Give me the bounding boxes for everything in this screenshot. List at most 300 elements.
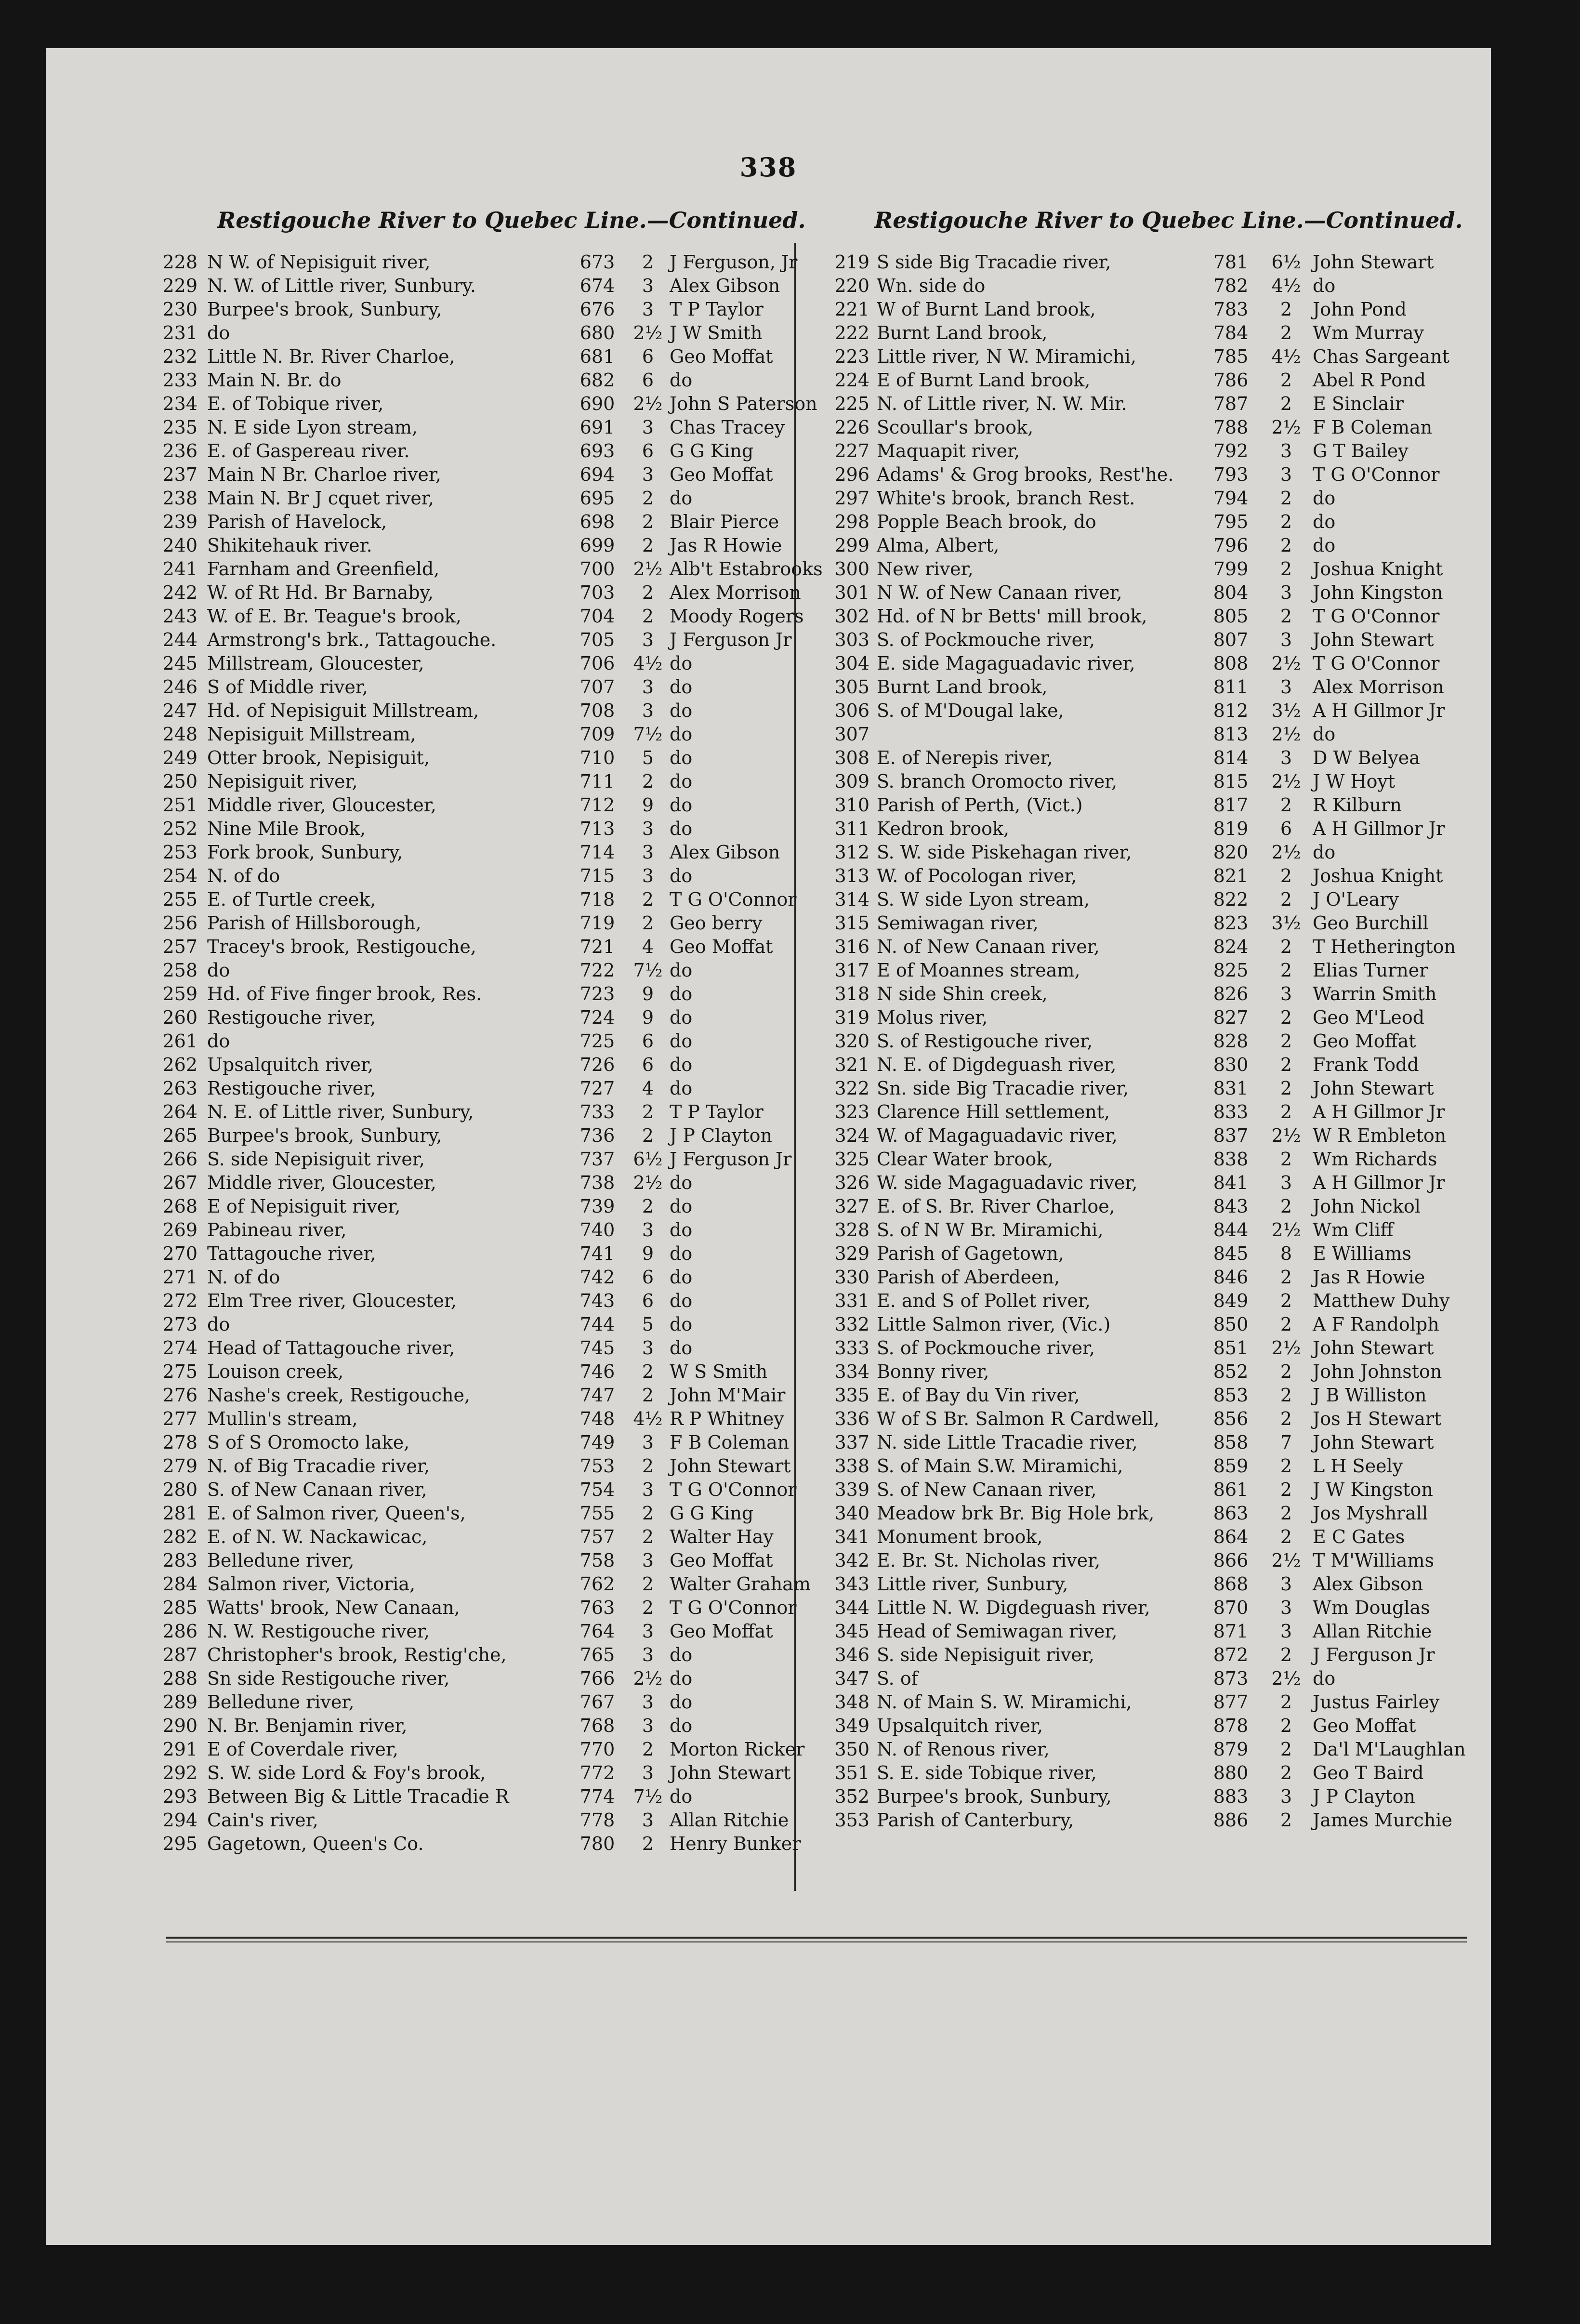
acres: 6½ <box>633 1149 663 1170</box>
acres: 2 <box>1280 1479 1292 1500</box>
lot-number: 321 <box>834 1054 869 1075</box>
grant-number: 837 <box>1213 1125 1249 1146</box>
grantee-name: A H Gillmor Jr <box>1313 1101 1445 1122</box>
table-row <box>816 1030 1486 1053</box>
acres: 8 <box>1280 1243 1292 1264</box>
grantee-name: Geo Moffat <box>670 464 773 485</box>
table-row <box>816 1006 1486 1030</box>
grant-number: 698 <box>579 511 615 532</box>
lot-number: 279 <box>162 1455 198 1477</box>
acres: 2 <box>642 912 654 934</box>
lot-number: 223 <box>834 346 869 367</box>
table-row <box>142 274 792 298</box>
lot-number: 274 <box>162 1337 198 1359</box>
lot-number: 240 <box>162 535 198 556</box>
acres: 2 <box>642 511 654 532</box>
grant-number: 813 <box>1213 724 1249 745</box>
grant-number: 770 <box>579 1739 615 1760</box>
lot-number: 334 <box>834 1361 869 1382</box>
location: S. W side Lyon stream, <box>877 889 1090 910</box>
bottom-rule <box>166 1937 1467 1939</box>
lot-number: 245 <box>162 653 198 674</box>
acres: 2 <box>642 251 654 273</box>
acres: 2 <box>642 1361 654 1382</box>
lot-number: 350 <box>834 1739 869 1760</box>
location: S. side Nepisiguit river, <box>207 1149 425 1170</box>
grant-number: 831 <box>1213 1078 1249 1099</box>
grant-number: 824 <box>1213 936 1249 957</box>
lot-number: 250 <box>162 771 198 792</box>
lot-number: 286 <box>162 1621 198 1642</box>
acres: 3 <box>642 1337 654 1359</box>
lot-number: 340 <box>834 1503 869 1524</box>
table-row <box>816 770 1486 793</box>
lot-number: 305 <box>834 676 869 698</box>
lot-number: 280 <box>162 1479 198 1500</box>
acres: 2 <box>642 1526 654 1547</box>
acres: 3 <box>1280 747 1292 768</box>
location: N W. of New Canaan river, <box>877 582 1122 603</box>
table-row <box>816 652 1486 675</box>
table-row <box>142 1431 792 1454</box>
grantee-name: J Ferguson, Jr <box>670 251 798 273</box>
table-row <box>816 1360 1486 1384</box>
lot-number: 272 <box>162 1290 198 1311</box>
location: Tracey's brook, Restigouche, <box>207 936 476 957</box>
table-row <box>142 817 792 841</box>
acres: 9 <box>642 1007 654 1028</box>
grant-number: 722 <box>579 960 615 981</box>
table-row <box>816 841 1486 864</box>
grantee-name: G G King <box>670 1503 754 1524</box>
acres: 3 <box>1280 629 1292 650</box>
table-row <box>816 793 1486 817</box>
table-row <box>816 1171 1486 1195</box>
grantee-name: Justus Fairley <box>1313 1691 1440 1713</box>
acres: 7½ <box>633 724 663 745</box>
location: Mullin's stream, <box>207 1408 358 1429</box>
location: Parish of Gagetown, <box>877 1243 1064 1264</box>
grant-number: 815 <box>1213 771 1249 792</box>
acres: 2 <box>1280 1739 1292 1760</box>
grantee-name: Alex Gibson <box>670 275 780 296</box>
acres: 2 <box>642 606 654 627</box>
location: E of Burnt Land brook, <box>877 370 1091 391</box>
lot-number: 316 <box>834 936 869 957</box>
acres: 2½ <box>1271 771 1301 792</box>
table-row <box>142 982 792 1006</box>
grant-number: 673 <box>579 251 615 273</box>
grantee-name: Alex Morrison <box>1313 676 1444 698</box>
grantee-name: E C Gates <box>1313 1526 1405 1547</box>
lot-number: 346 <box>834 1644 869 1665</box>
location: N. of Main S. W. Miramichi, <box>877 1691 1132 1713</box>
lot-number: 342 <box>834 1550 869 1571</box>
grantee-name: do <box>670 700 693 721</box>
lot-number: 254 <box>162 865 198 886</box>
lot-number: 269 <box>162 1219 198 1241</box>
acres: 2 <box>642 1385 654 1406</box>
location: White's brook, branch Rest. <box>877 488 1135 509</box>
location: S of S Oromocto lake, <box>207 1432 410 1453</box>
grant-number: 742 <box>579 1267 615 1288</box>
lot-number: 309 <box>834 771 869 792</box>
grantee-name: Joshua Knight <box>1313 865 1443 886</box>
acres: 2 <box>1280 1078 1292 1099</box>
table-row <box>816 1667 1486 1690</box>
table-row <box>142 1384 792 1407</box>
lot-number: 246 <box>162 676 198 698</box>
acres: 2 <box>1280 393 1292 414</box>
grant-number: 850 <box>1213 1314 1249 1335</box>
location: Meadow brk Br. Big Hole brk, <box>877 1503 1155 1524</box>
grantee-name: do <box>670 488 693 509</box>
table-row <box>816 1077 1486 1100</box>
grantee-name: Wm Richards <box>1313 1149 1437 1170</box>
grantee-name: Alex Gibson <box>670 842 780 863</box>
location: Between Big & Little Tracadie R <box>207 1786 509 1807</box>
table-row <box>816 1124 1486 1148</box>
location: do <box>207 960 230 981</box>
location: W of Burnt Land brook, <box>877 299 1096 320</box>
acres: 2 <box>1280 299 1292 320</box>
grant-number: 705 <box>579 629 615 650</box>
location: Middle river, Gloucester, <box>207 794 436 816</box>
grant-number: 879 <box>1213 1739 1249 1760</box>
grant-number: 764 <box>579 1621 615 1642</box>
location: Little Salmon river, (Vic.) <box>877 1314 1111 1335</box>
table-row <box>816 1053 1486 1077</box>
table-row <box>142 392 817 416</box>
acres: 3 <box>642 1432 654 1453</box>
grantee-name: do <box>670 771 693 792</box>
grantee-name: A H Gillmor Jr <box>1313 700 1445 721</box>
acres: 2 <box>1280 1290 1292 1311</box>
grantee-name: Abel R Pond <box>1313 370 1426 391</box>
grant-number: 853 <box>1213 1385 1249 1406</box>
grantee-name: Geo Moffat <box>670 346 773 367</box>
location: Nashe's creek, Restigouche, <box>207 1385 471 1406</box>
table-row <box>142 416 792 439</box>
table-row <box>142 1360 792 1384</box>
location: Fork brook, Sunbury, <box>207 842 403 863</box>
table-row <box>816 1620 1486 1643</box>
location: S. of M'Dougal lake, <box>877 700 1064 721</box>
grant-number: 767 <box>579 1691 615 1713</box>
acres: 6 <box>642 1054 654 1075</box>
lot-number: 270 <box>162 1243 198 1264</box>
grantee-name: J P Clayton <box>1313 1786 1415 1807</box>
grantee-name: T G O'Connor <box>670 1597 797 1618</box>
lot-number: 259 <box>162 983 198 1004</box>
grantee-name: do <box>670 653 693 674</box>
grant-number: 781 <box>1213 251 1249 273</box>
location: E. and S of Pollet river, <box>877 1290 1091 1311</box>
grant-number: 799 <box>1213 558 1249 580</box>
lot-number: 287 <box>162 1644 198 1665</box>
table-row <box>816 1502 1486 1525</box>
grant-number: 721 <box>579 936 615 957</box>
grantee-name: T G O'Connor <box>1313 464 1440 485</box>
lot-number: 336 <box>834 1408 869 1429</box>
acres: 2½ <box>1271 842 1301 863</box>
table-row <box>142 298 792 321</box>
grant-number: 820 <box>1213 842 1249 863</box>
lot-number: 295 <box>162 1833 198 1854</box>
acres: 3 <box>1280 464 1292 485</box>
table-row <box>816 1431 1486 1454</box>
grant-number: 740 <box>579 1219 615 1241</box>
acres: 3½ <box>1271 700 1301 721</box>
acres: 3 <box>642 700 654 721</box>
lot-number: 310 <box>834 794 869 816</box>
location: Farnham and Greenfield, <box>207 558 440 580</box>
location: Burnt Land brook, <box>877 322 1048 343</box>
table-row <box>816 1525 1486 1549</box>
table-row <box>142 1809 792 1832</box>
acres: 2½ <box>633 558 663 580</box>
lot-number: 225 <box>834 393 869 414</box>
grant-number: 682 <box>579 370 615 391</box>
acres: 3 <box>642 865 654 886</box>
acres: 3½ <box>1271 912 1301 934</box>
grantee-name: James Murchie <box>1313 1809 1452 1831</box>
acres: 6 <box>642 1267 654 1288</box>
location: E. of Bay du Vin river, <box>877 1385 1080 1406</box>
grantee-name: Chas Sargeant <box>1313 346 1449 367</box>
acres: 3 <box>642 629 654 650</box>
right-table <box>816 251 1486 1832</box>
location: E. of Turtle creek, <box>207 889 376 910</box>
location: Kedron brook, <box>877 818 1010 839</box>
lot-number: 239 <box>162 511 198 532</box>
location: E. side Magaguadavic river, <box>877 653 1135 674</box>
location: Scoullar's brook, <box>877 417 1034 438</box>
acres: 3 <box>1280 1573 1292 1595</box>
location: E. of Nerepis river, <box>877 747 1053 768</box>
table-row <box>816 1478 1486 1502</box>
location: Main N. Br. do <box>207 370 342 391</box>
lot-number: 241 <box>162 558 198 580</box>
lot-number: 298 <box>834 511 869 532</box>
acres: 3 <box>642 275 654 296</box>
lot-number: 319 <box>834 1007 869 1028</box>
location: W. of E. Br. Teague's brook, <box>207 606 461 627</box>
acres: 7 <box>1280 1432 1292 1453</box>
grantee-name: Chas Tracey <box>670 417 785 438</box>
grantee-name: John Stewart <box>1313 1337 1434 1359</box>
table-row <box>142 864 792 888</box>
table-row <box>142 534 792 557</box>
grant-number: 708 <box>579 700 615 721</box>
grantee-name: John Stewart <box>1313 1432 1434 1453</box>
grantee-name: John Stewart <box>1313 1078 1434 1099</box>
lot-number: 237 <box>162 464 198 485</box>
lot-number: 293 <box>162 1786 198 1807</box>
acres: 3 <box>642 1219 654 1241</box>
table-row <box>816 557 1486 581</box>
grant-number: 711 <box>579 771 615 792</box>
acres: 2 <box>1280 1007 1292 1028</box>
table-row <box>816 1242 1486 1266</box>
lot-number: 257 <box>162 936 198 957</box>
grant-number: 782 <box>1213 275 1249 296</box>
location: Little N. W. Digdeguash river, <box>877 1597 1150 1618</box>
table-row <box>142 581 801 605</box>
location: Watts' brook, New Canaan, <box>207 1597 460 1618</box>
acres: 6½ <box>1271 251 1301 273</box>
table-row <box>142 1030 792 1053</box>
acres: 2 <box>1280 1715 1292 1736</box>
location: N. of do <box>207 865 280 886</box>
location: Nepisiguit river, <box>207 771 358 792</box>
lot-number: 297 <box>834 488 869 509</box>
grant-number: 748 <box>579 1408 615 1429</box>
table-row <box>816 1195 1486 1218</box>
acres: 2 <box>1280 558 1292 580</box>
grant-number: 700 <box>579 558 615 580</box>
grantee-name: do <box>670 960 693 981</box>
lot-number: 277 <box>162 1408 198 1429</box>
grantee-name: Frank Todd <box>1313 1054 1419 1075</box>
grant-number: 733 <box>579 1101 615 1122</box>
lot-number: 242 <box>162 582 198 603</box>
acres: 3 <box>642 1644 654 1665</box>
lot-number: 323 <box>834 1101 869 1122</box>
lot-number: 312 <box>834 842 869 863</box>
grantee-name: Alex Morrison <box>670 582 801 603</box>
lot-number: 260 <box>162 1007 198 1028</box>
grantee-name: J B Williston <box>1313 1385 1427 1406</box>
acres: 2 <box>642 488 654 509</box>
grantee-name: G T Bailey <box>1313 440 1409 462</box>
grant-number: 738 <box>579 1172 615 1193</box>
grantee-name: Jos H Stewart <box>1313 1408 1442 1429</box>
lot-number: 222 <box>834 322 869 343</box>
location: S. of Pockmouche river, <box>877 629 1095 650</box>
location: Upsalquitch river, <box>207 1054 374 1075</box>
acres: 2 <box>1280 1762 1292 1783</box>
table-row <box>816 864 1486 888</box>
table-row <box>816 416 1486 439</box>
lot-number: 353 <box>834 1809 869 1831</box>
location: S. branch Oromocto river, <box>877 771 1118 792</box>
location: do <box>207 322 230 343</box>
acres: 2 <box>642 1125 654 1146</box>
location: S. of <box>877 1668 918 1689</box>
table-row <box>142 463 792 487</box>
location: S. of Main S.W. Miramichi, <box>877 1455 1123 1477</box>
location: Restigouche river, <box>207 1078 376 1099</box>
grantee-name: W R Embleton <box>1313 1125 1447 1146</box>
location: N. of New Canaan river, <box>877 936 1100 957</box>
table-row <box>142 1218 792 1242</box>
grantee-name: do <box>670 794 693 816</box>
table-row <box>816 746 1486 770</box>
grantee-name: F B Coleman <box>670 1432 790 1453</box>
grant-number: 757 <box>579 1526 615 1547</box>
grantee-name: do <box>670 1243 693 1264</box>
acres: 4 <box>642 936 654 957</box>
table-row <box>816 1336 1486 1360</box>
table-row <box>816 251 1486 274</box>
table-row <box>142 1502 792 1525</box>
grant-number: 830 <box>1213 1054 1249 1075</box>
acres: 2 <box>1280 535 1292 556</box>
table-row <box>142 1407 792 1431</box>
acres: 3 <box>642 1550 654 1571</box>
grant-number: 741 <box>579 1243 615 1264</box>
grant-number: 788 <box>1213 417 1249 438</box>
location: E. Br. St. Nicholas river, <box>877 1550 1101 1571</box>
acres: 3 <box>1280 1621 1292 1642</box>
table-row <box>142 557 823 581</box>
lot-number: 306 <box>834 700 869 721</box>
acres: 2½ <box>1271 1337 1301 1359</box>
location: Sn. side Big Tracadie river, <box>877 1078 1129 1099</box>
grant-number: 780 <box>579 1833 615 1854</box>
acres: 2 <box>642 1597 654 1618</box>
acres: 6 <box>1280 818 1292 839</box>
acres: 2 <box>1280 1503 1292 1524</box>
location: E. of S. Br. River Charloe, <box>877 1196 1115 1217</box>
table-row <box>816 1454 1486 1478</box>
grantee-name: J W Hoyt <box>1313 771 1396 792</box>
location: W. of Magaguadavic river, <box>877 1125 1118 1146</box>
acres: 3 <box>642 464 654 485</box>
grantee-name: Morton Ricker <box>670 1739 805 1760</box>
location: N. side Little Tracadie river, <box>877 1432 1138 1453</box>
table-row <box>142 1572 811 1596</box>
table-row <box>142 1053 792 1077</box>
location: N W. of Nepisiguit river, <box>207 251 431 273</box>
grantee-name: John Stewart <box>1313 251 1434 273</box>
grant-number: 872 <box>1213 1644 1249 1665</box>
lot-number: 265 <box>162 1125 198 1146</box>
lot-number: 333 <box>834 1337 869 1359</box>
acres: 2 <box>1280 794 1292 816</box>
acres: 2 <box>642 1196 654 1217</box>
grantee-name: John S Paterson <box>670 393 817 414</box>
grant-number: 772 <box>579 1762 615 1783</box>
lot-number: 284 <box>162 1573 198 1595</box>
lot-number: 299 <box>834 535 869 556</box>
lot-number: 219 <box>834 251 869 273</box>
grantee-name: do <box>1313 275 1336 296</box>
table-row <box>142 1596 797 1620</box>
grant-number: 680 <box>579 322 615 343</box>
acres: 3 <box>1280 983 1292 1004</box>
grant-number: 864 <box>1213 1526 1249 1547</box>
acres: 2 <box>642 1573 654 1595</box>
grantee-name: Geo Moffat <box>670 936 773 957</box>
location: E of Coverdale river, <box>207 1739 398 1760</box>
lot-number: 230 <box>162 299 198 320</box>
lot-number: 244 <box>162 629 198 650</box>
grantee-name: John Kingston <box>1313 582 1443 603</box>
table-row <box>816 487 1486 510</box>
grant-number: 844 <box>1213 1219 1249 1241</box>
grant-number: 794 <box>1213 488 1249 509</box>
table-row <box>142 1761 792 1785</box>
grantee-name: Wm Douglas <box>1313 1597 1430 1618</box>
location: E. of Gaspereau river. <box>207 440 410 462</box>
location: do <box>207 1314 230 1335</box>
location: Main N Br. Charloe river, <box>207 464 441 485</box>
grant-number: 754 <box>579 1479 615 1500</box>
grant-number: 713 <box>579 818 615 839</box>
acres: 2 <box>1280 1644 1292 1665</box>
